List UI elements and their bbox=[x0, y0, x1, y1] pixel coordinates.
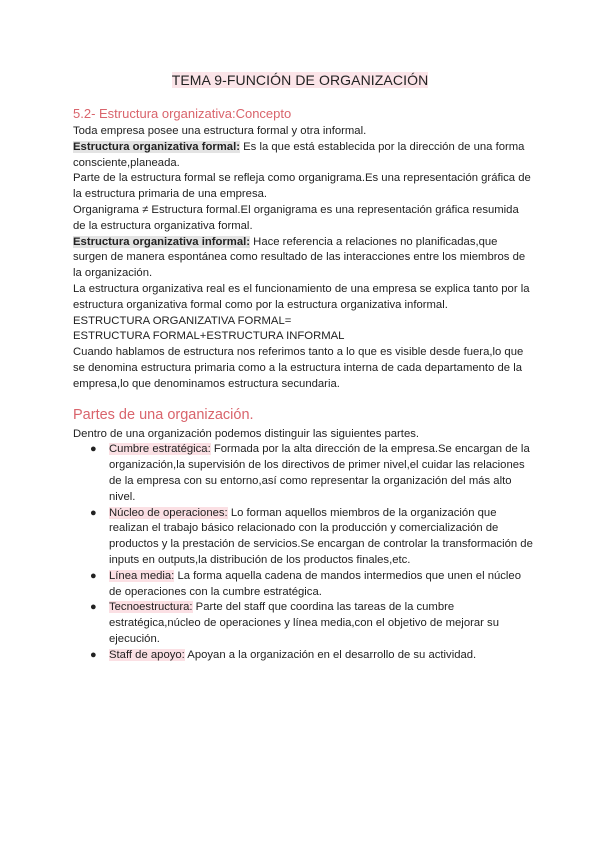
definition-formal: Es la que está establecida por la dirección de una forma consciente,planeada. bbox=[73, 140, 525, 169]
bullet-icon: ● bbox=[90, 648, 97, 661]
paragraph-real: La estructura organizativa real es el funcionamiento de una empresa se explica tanto por la estructura organizativa formal como por la estructura organizativa informal. bbox=[73, 282, 530, 311]
list-item-term: Cumbre estratégica: bbox=[109, 443, 211, 456]
list-item bbox=[90, 506, 533, 569]
definition-informal: Hace referencia a relaciones no planificadas,que surgen de manera espontánea como resultado de las interacciones entre los miembros de la organización. bbox=[73, 235, 526, 280]
document-body bbox=[73, 106, 533, 664]
list-item-text: La forma aquella cadena de mandos intermedios que unen el núcleo de operaciones con la cumbre estratégica. bbox=[109, 569, 522, 598]
paragraph-organigrama-2: Organigrama ≠ Estructura formal.El organigrama es una representación gráfica resumida de la estructura organizativa formal. bbox=[73, 203, 519, 232]
list-item-term: Línea media: bbox=[109, 569, 175, 582]
term-informal: Estructura organizativa informal: bbox=[73, 235, 251, 248]
list-item-text: Formada por la alta dirección de la empresa.Se encargan de la organización,la supervisión de los directivos de primer nivel,el cuidar las relaciones de la empresa con su entorno,así como representar la organización del más alto nivel. bbox=[109, 443, 530, 503]
bullet-icon: ● bbox=[90, 569, 97, 582]
list-item bbox=[90, 648, 533, 664]
paragraph-cuando: Cuando hablamos de estructura nos referimos tanto a lo que es visible desde fuera,lo que se denomina estructura primaria como a la estructura interna de cada departamento de la empresa,lo que denominamos estructura secundaria. bbox=[73, 346, 524, 390]
page-title: TEMA 9-FUNCIÓN DE ORGANIZACIÓN bbox=[171, 72, 429, 88]
paragraph-intro: Toda empresa posee una estructura formal y otra informal. bbox=[73, 125, 367, 137]
parts-list bbox=[73, 442, 533, 663]
section-heading-estructura: 5.2- Estructura organizativa:Concepto bbox=[73, 106, 292, 121]
list-item-term: Tecnoestructura: bbox=[109, 601, 193, 614]
formula-line-1: ESTRUCTURA ORGANIZATIVA FORMAL= bbox=[73, 314, 292, 327]
paragraph-formal bbox=[73, 140, 533, 172]
list-item-text: Parte del staff que coordina las tareas de la cumbre estratégica,núcleo de operaciones y línea media,con el objetivo de mejorar su ejecución. bbox=[109, 601, 499, 645]
paragraph-informal bbox=[73, 235, 533, 282]
paragraph-organigrama: Parte de la estructura formal se refleja como organigrama.Es una representación gráfica de la estructura primaria de una empresa. bbox=[73, 172, 531, 201]
formula-line-2: ESTRUCTURA FORMAL+ESTRUCTURA INFORMAL bbox=[73, 330, 345, 343]
section-heading-partes: Partes de una organización. bbox=[73, 406, 254, 423]
bullet-icon: ● bbox=[90, 443, 97, 456]
bullet-icon: ● bbox=[90, 506, 97, 519]
list-item bbox=[90, 442, 533, 505]
list-item-term: Núcleo de operaciones: bbox=[109, 506, 228, 519]
list-item-term: Staff de apoyo: bbox=[109, 648, 185, 661]
list-item bbox=[90, 600, 533, 647]
term-formal: Estructura organizativa formal: bbox=[73, 140, 240, 153]
list-item-text: Lo forman aquellos miembros de la organización que realizan el trabajo básico relacionado con la producción y comercialización de productos y la prestación de servicios.Se encargan de controlar la transformación de inputs en outputs,la distribución de los productos finales,etc. bbox=[109, 506, 533, 566]
bullet-icon: ● bbox=[90, 601, 97, 614]
paragraph-partes-intro: Dentro de una organización podemos distinguir las siguientes partes. bbox=[73, 427, 420, 440]
list-item-text: Apoyan a la organización en el desarrollo de su actividad. bbox=[184, 648, 477, 661]
list-item bbox=[90, 569, 533, 601]
